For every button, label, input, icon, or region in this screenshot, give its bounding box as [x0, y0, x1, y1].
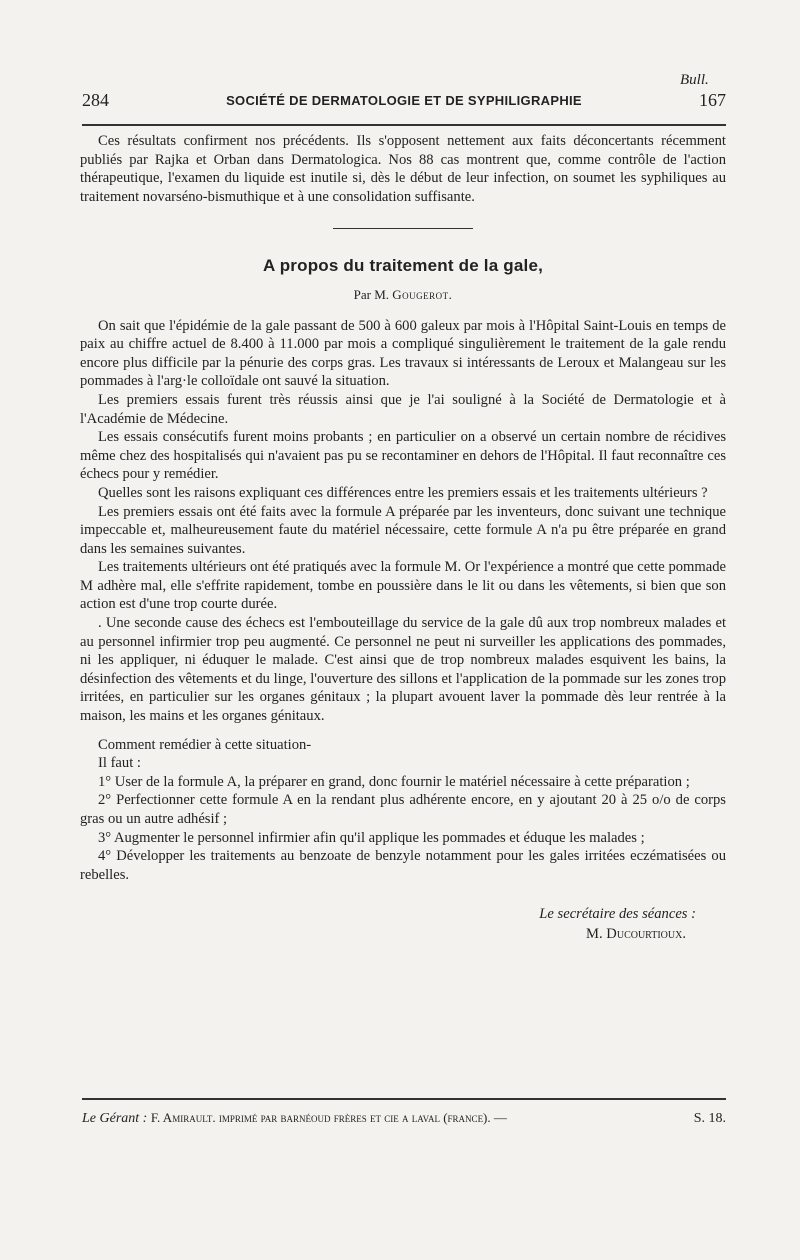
page-number-right: 167: [699, 90, 726, 110]
remedy-item: 2° Perfectionner cette formule A en la rendant plus adhérente encore, en y ajoutant 20 à 25 o/o de corps gras ou un autre adhésif ;: [80, 792, 726, 827]
gerant-label: Le Gérant :: [82, 1111, 148, 1126]
signature-name: M. Ducourtioux.: [586, 926, 686, 943]
footer-left: [82, 1110, 507, 1127]
section-separator: [333, 228, 473, 229]
running-title: SOCIÉTÉ DE DERMATOLOGIE ET DE SYPHILIGRAPHIE: [226, 93, 582, 108]
paragraph-gap: [80, 726, 726, 736]
signature-role: Le secrétaire des séances :: [539, 906, 696, 923]
byline: [80, 286, 726, 305]
body-text: [80, 132, 726, 944]
article-title: A propos du traitement de la gale,: [262, 256, 544, 276]
remedy-paragraph: Comment remédier à cette situation-: [98, 736, 312, 753]
paragraph: On sait que l'épidémie de la gale passant de 500 à 600 galeux par mois à l'Hôpital Saint-Louis en temps de paix au chiffre actuel de 8.400 à 11.000 par mois a compliqué singulièrement le traitement de la gale rendu encore plus difficile par la pénurie des corps gras. Les travaux si intéressants de Leroux et Malangeau sur les pommades à l'arg·le colloïdale ont sauvé la situation.: [80, 317, 726, 390]
intro-paragraph: Ces résultats confirment nos précédents. Ils s'opposent nettement aux faits déconcertants récemment publiés par Rajka et Orban dans Dermatologica. Nos 88 cas montrent que, comme contrôle de l'action thérapeutique, l'examen du liquide est inutile si, dès le début de leur infection, on soumet les syphiliques au traitement novarséno-bismuthique et à une consolidation suffisante.: [80, 133, 726, 205]
remedy-paragraph: Il faut :: [98, 755, 141, 772]
paragraph: Les essais consécutifs furent moins probants ; en particulier on a observé un certain nombre de récidives même chez des hospitalisés qui n'avaient pas pu se recontaminer en dehors de l'Hôpital. Il faut reconnaître ces échecs pour y remédier.: [80, 429, 726, 483]
page-header: [82, 90, 726, 114]
signature-block: [80, 904, 726, 944]
page-number-left: 284: [82, 90, 109, 110]
byline-author: Gougerot.: [392, 286, 453, 302]
paragraph: Les premiers essais ont été faits avec la formule A préparée par les inventeurs, donc suivant une technique impeccable et, malheureusement faute du matériel nécessaire, cette formule A n'a pu être préparée en grand dans les semaines suivantes.: [80, 503, 726, 557]
footer-rule: [82, 1098, 726, 1100]
paragraph: . Une seconde cause des échecs est l'embouteillage du service de la gale dû aux trop nombreux malades et au personnel infirmier trop peu augmenté. Ce personnel ne peut ni surveiller les applications des pommades, ni les appliquer, ni éduquer le malade. C'est ainsi que de trop nombreux malades esquivent les bains, la désinfection des vêtements et du linge, l'ouverture des sillons et l'application de la pommade sur les zones trop irritées, en particulier sur les organes génitaux ; la plupart avouent laver la pommade dès leur rentrée à la maison, les mains et les organes génitaux.: [80, 615, 726, 725]
sheet-number: S. 18.: [693, 1111, 726, 1126]
paragraph: Quelles sont les raisons expliquant ces différences entre les premiers essais et les traitements ultérieurs ?: [98, 484, 708, 501]
paragraph: Les premiers essais furent très réussis ainsi que je l'ai souligné à la Société de Dermatologie et à l'Académie de Médecine.: [80, 391, 726, 427]
byline-prefix: Par M.: [353, 286, 389, 302]
imprint-text: F. Amirault. imprimé par barnéoud frères et cie a laval (france). —: [150, 1110, 507, 1125]
remedy-item: 4° Développer les traitements au benzoate de benzyle notamment pour les gales irritées eczématisées ou rebelles.: [80, 848, 726, 883]
bulletin-label: Bull.: [680, 72, 709, 88]
paragraph: Les traitements ultérieurs ont été pratiqués avec la formule M. Or l'expérience a montré que cette pommade M adhère mal, elle s'effrite rapidement, tombe en poussière dans le lit ou dans les vêtements, si bien que son action est d'une trop courte durée.: [80, 559, 726, 613]
remedy-item: 1° User de la formule A, la préparer en grand, donc fournir le matériel nécessaire à cette préparation ;: [98, 773, 690, 790]
remedy-item: 3° Augmenter le personnel infirmier afin qu'il applique les pommades et éduque les malades ;: [98, 829, 645, 846]
page-footer: [82, 1110, 726, 1127]
header-rule: [82, 124, 726, 126]
